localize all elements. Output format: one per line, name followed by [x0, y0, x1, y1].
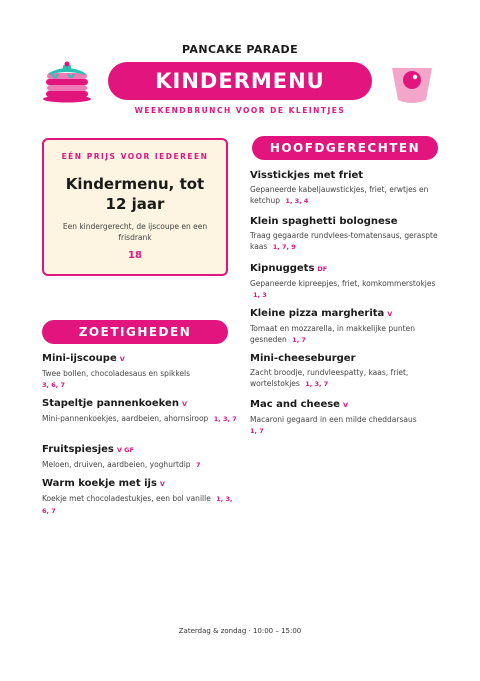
item-name: Mini-ijscoupe [42, 353, 117, 364]
price-card-description: Een kindergerecht, de ijscoupe en een frisdrank [62, 222, 208, 242]
menu-item-fruitspiesjes [42, 443, 238, 471]
menu-title: KINDERMENU [108, 62, 372, 100]
price-card-title: Kindermenu, tot 12 jaar [65, 175, 205, 213]
dietary-tag: V [181, 400, 187, 408]
item-description: Meloen, druiven, aardbeien, yoghurtdip [42, 460, 191, 469]
item-name: Fruitspiesjes [42, 444, 114, 455]
item-description: Twee bollen, chocoladesaus en spikkels [42, 369, 191, 378]
menu-item-warm-koekje [42, 477, 238, 517]
item-name: Visstickjes met friet [250, 170, 364, 181]
cupcake-icon [386, 58, 438, 104]
item-allergens: 1, 3 [253, 291, 267, 299]
dietary-tag: DF [317, 265, 328, 273]
item-name: Warm koekje met ijs [42, 478, 157, 489]
dietary-tag: V [387, 310, 393, 318]
menu-item-cheeseburger [250, 352, 446, 390]
price-card [42, 138, 228, 276]
item-description: Traag gegaarde rundvlees-tomatensaus, geraspte kaas [250, 231, 438, 251]
menu-item-mini-ijscoupe [42, 352, 238, 391]
pancake-stack-icon [42, 57, 92, 103]
item-description: Tomaat en mozzarella, in makkelijke punten gesneden [250, 324, 415, 344]
item-name: Klein spaghetti bolognese [250, 216, 398, 227]
price-card-price: 18 [128, 250, 142, 261]
menu-item-spaghetti [250, 215, 446, 253]
item-allergens: 1, 3, 7 [213, 415, 237, 423]
item-allergens: 7 [195, 461, 201, 469]
price-card-label: EÉN PRIJS VOOR IEDEREEN [61, 152, 209, 161]
item-name: Kleine pizza margherita [250, 308, 385, 319]
menu-item-kipnuggets [250, 262, 446, 301]
item-description: Gepaneerde kabeljauwstickjes, friet, erwtjes en ketchup [250, 185, 429, 205]
item-allergens: 3, 6, 7 [42, 381, 66, 389]
item-name: Mini-cheeseburger [250, 353, 356, 364]
menu-item-visstickjes [250, 169, 446, 207]
tagline: WEEKENDBRUNCH VOOR DE KLEINTJES [134, 106, 346, 115]
item-allergens: 1, 3, 6, 7 [42, 495, 233, 515]
item-allergens: 1, 7, 9 [272, 243, 296, 251]
item-name: Stapeltje pannenkoeken [42, 398, 179, 409]
brand-name: PANCAKE PARADE [181, 43, 299, 56]
menu-item-pizza [250, 307, 446, 346]
item-name: Mac and cheese [250, 399, 340, 410]
item-allergens: 1, 7 [292, 336, 306, 344]
item-description: Zacht broodje, rundvleespatty, kaas, friet, wortelstokjes [250, 368, 409, 388]
opening-hours: Zaterdag & zondag · 10:00 – 15:00 [178, 627, 302, 635]
item-allergens: 1, 7 [250, 427, 264, 435]
item-allergens: 1, 3, 7 [305, 380, 329, 388]
dietary-tag: V [342, 401, 348, 409]
item-description: Macaroni gegaard in een milde cheddarsaus [250, 415, 417, 424]
menu-item-mac-and-cheese [250, 398, 446, 437]
item-allergens: 1, 3, 4 [285, 197, 309, 205]
item-description: Koekje met chocoladestukjes, een bol vanille [42, 494, 211, 503]
item-description: Mini-pannenkoekjes, aardbeien, ahornsiroop [42, 414, 209, 423]
menu-item-pannenkoeken [42, 397, 238, 425]
section-header-zoetigheden: ZOETIGHEDEN [42, 320, 228, 344]
item-name: Kipnuggets [250, 263, 315, 274]
dietary-tag: V [119, 355, 125, 363]
dietary-tag: V GF [116, 446, 134, 454]
dietary-tag: V [159, 480, 165, 488]
item-description: Gepaneerde kipreepjes, friet, komkommerstokjes [250, 279, 436, 288]
section-header-hoofdgerechten: HOOFDGERECHTEN [252, 136, 438, 160]
